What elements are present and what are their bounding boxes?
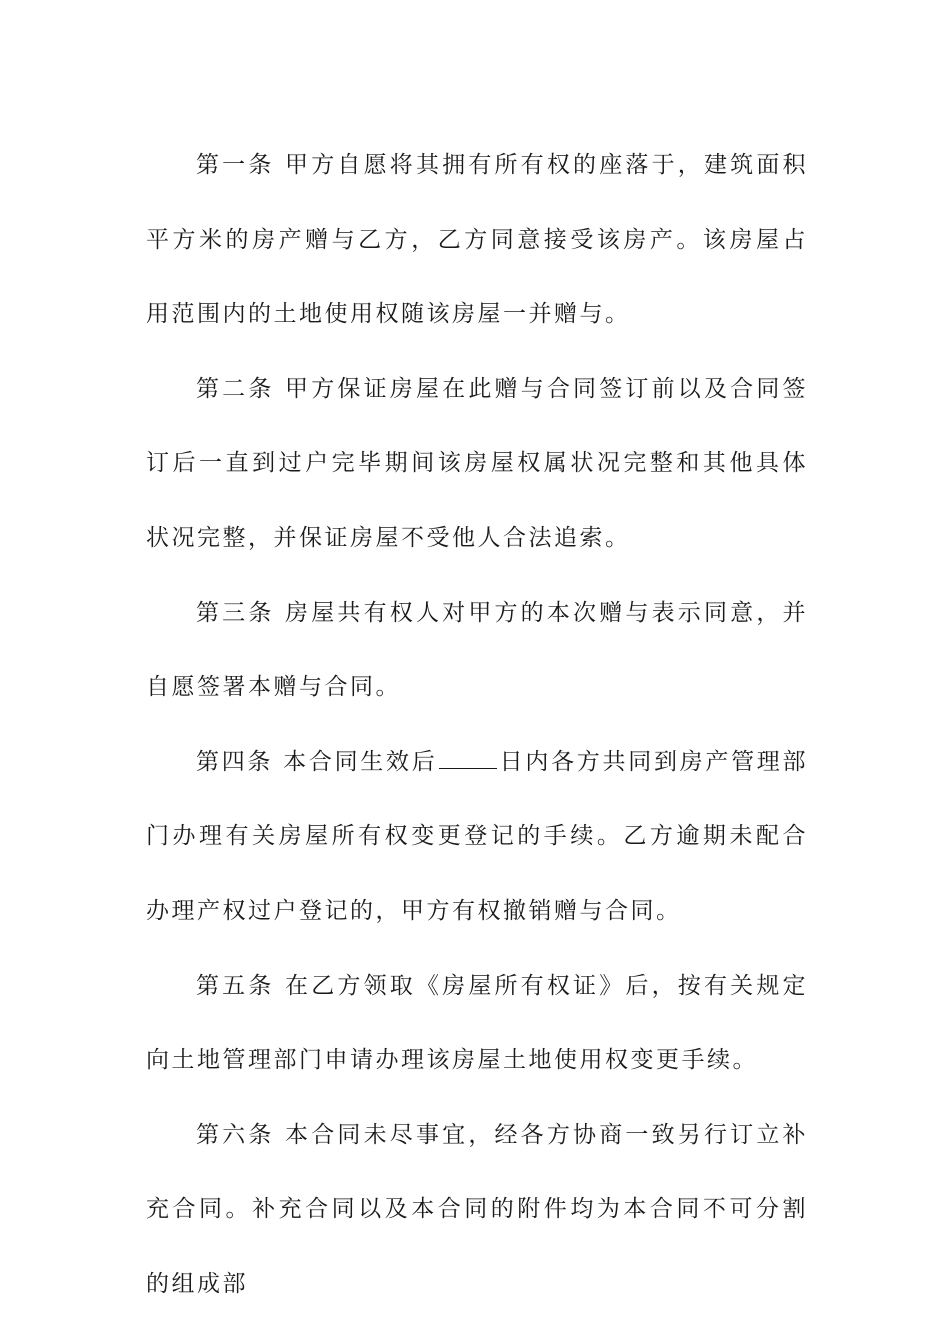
article-2: 第二条 甲方保证房屋在此赠与合同签订前以及合同签订后一直到过户完毕期间该房屋权属状况完整和其他具体状况完整，并保证房屋不受他人合法追索。 <box>146 375 808 551</box>
article-4-text-before: 第四条 本合同生效后 <box>196 748 438 775</box>
article-4-text-after: 日内各方共同到房产管理部门办理有关房屋所有权变更登记的手续。乙方逾期未配合办理产权过户登记的，甲方有权撤销赠与合同。 <box>146 748 809 924</box>
article-1: 第一条 甲方自愿将其拥有所有权的座落于，建筑面积 平方米的房产赠与乙方，乙方同意接受该房产。该房屋占用范围内的土地使用权随该房屋一并赠与。 <box>146 152 808 328</box>
article-3: 第三条 房屋共有权人对甲方的本次赠与表示同意，并自愿签署本赠与合同。 <box>146 599 808 701</box>
contract-body <box>146 128 808 1322</box>
article-4 <box>146 725 808 949</box>
article-6: 第六条 本合同未尽事宜，经各方协商一致另行订立补充合同。补充合同以及本合同的附件均为本合同不可分割的组成部 <box>146 1121 808 1297</box>
article-5: 第五条 在乙方领取《房屋所有权证》后，按有关规定向土地管理部门申请办理该房屋土地使用权变更手续。 <box>146 972 808 1074</box>
days-blank-field <box>439 748 497 769</box>
